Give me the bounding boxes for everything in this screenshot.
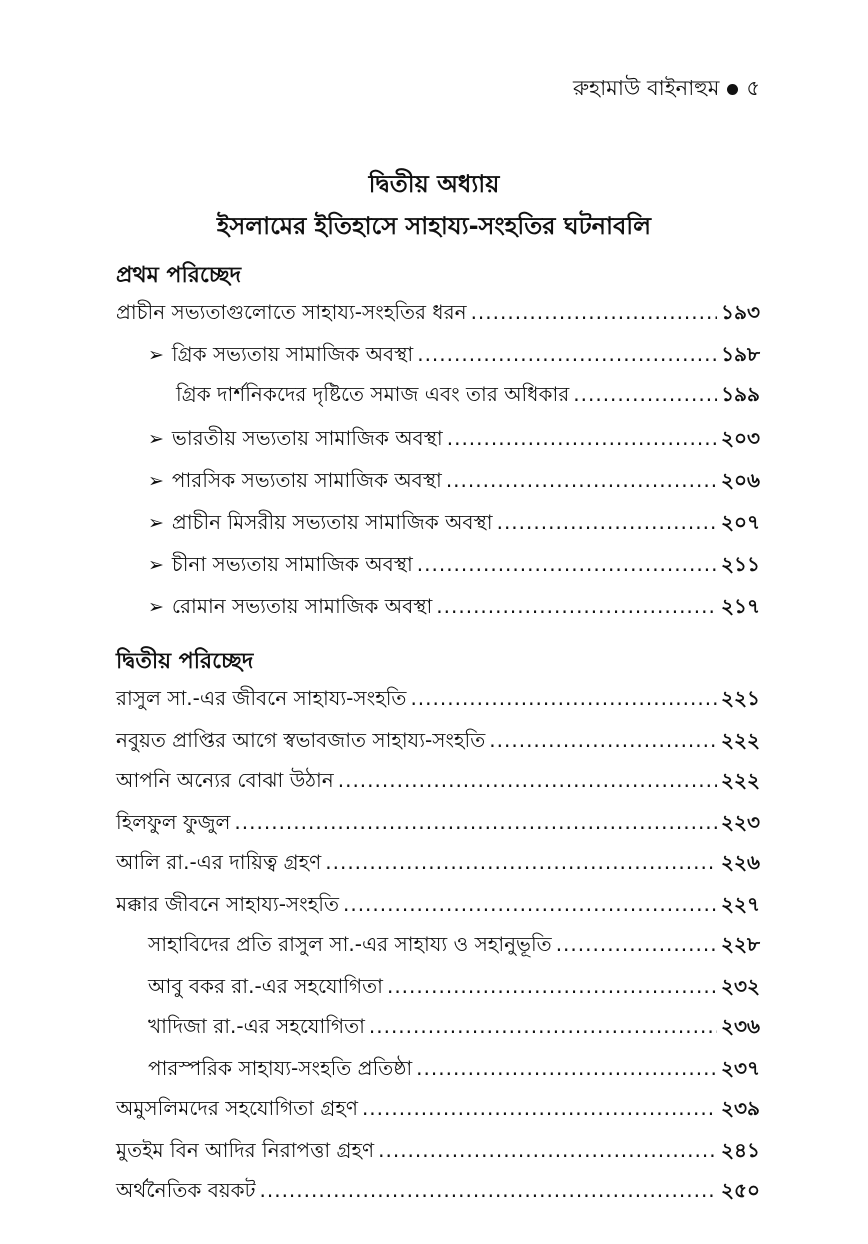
toc-entry-page: ২৩৭	[720, 1056, 760, 1080]
arrow-bullet-icon: ➢	[148, 470, 164, 492]
toc-entry-label: গ্রিক দার্শনিকদের দৃষ্টিতে সমাজ এবং তার অধিকার	[176, 382, 570, 406]
toc-entry-label: মক্কার জীবনে সাহায্য-সংহতি	[116, 892, 339, 916]
toc-entry-page: ২১৭	[721, 594, 760, 618]
toc-entry-label: অর্থনৈতিক বয়কট	[116, 1178, 256, 1202]
arrow-bullet-icon: ➢	[148, 554, 164, 576]
toc-entry-page: ২২৩	[720, 810, 760, 834]
toc-entry-page: ১৯৮	[721, 342, 760, 366]
toc-entry-label: পারস্পরিক সাহায্য-সংহতি প্রতিষ্ঠা	[148, 1056, 413, 1080]
toc-entry-page: ২২১	[721, 686, 760, 710]
toc-entry[interactable]	[148, 466, 760, 495]
toc-entry[interactable]	[116, 1136, 760, 1164]
toc-entry-label: চীনা সভ্যতায় সামাজিক অবস্থা	[171, 552, 413, 576]
toc-entry[interactable]	[148, 1012, 760, 1040]
dot-leader	[325, 848, 717, 876]
toc-entry[interactable]	[116, 1176, 760, 1204]
dot-leader	[343, 890, 717, 918]
toc-entry[interactable]	[148, 930, 760, 958]
arrow-bullet-icon: ➢	[148, 596, 164, 618]
toc-entry[interactable]	[148, 972, 760, 1000]
toc-entry[interactable]	[148, 592, 760, 621]
toc-entry[interactable]	[148, 340, 760, 369]
toc-entry-page: ২৫০	[721, 1178, 760, 1202]
arrow-bullet-icon: ➢	[148, 428, 164, 450]
toc-entry-label: নবুয়ত প্রাপ্তির আগে স্বভাবজাত সাহায্য-সংহতি	[116, 728, 486, 752]
dot-leader	[497, 508, 717, 536]
toc-entry-label: পারসিক সভ্যতায় সামাজিক অবস্থা	[171, 468, 442, 492]
toc-entry-page: ২২২	[720, 768, 760, 792]
toc-entry-page: ১৯৩	[721, 300, 760, 324]
section-heading-second: দ্বিতীয় পরিচ্ছেদ	[116, 649, 254, 674]
toc-entry[interactable]	[116, 684, 760, 712]
toc-entry-page: ২০৭	[720, 510, 760, 534]
dot-leader	[446, 466, 717, 494]
toc-entry[interactable]	[116, 890, 760, 918]
dot-leader	[260, 1176, 718, 1204]
toc-entry[interactable]	[116, 1094, 760, 1122]
toc-entry-label: রাসুল সা.-এর জীবনে সাহায্য-সংহতি	[116, 686, 407, 710]
toc-entry-label: খাদিজা রা.-এর সহযোগিতা	[148, 1014, 365, 1038]
toc-entry-label: গ্রিক সভ্যতায় সামাজিক অবস্থা	[171, 342, 414, 366]
toc-entry[interactable]	[176, 380, 760, 408]
toc-entry-page: ২৪১	[721, 1138, 760, 1162]
dot-leader	[573, 380, 717, 408]
toc-entry[interactable]	[116, 726, 760, 754]
running-head	[573, 72, 760, 107]
toc-entry-label: প্রাচীন সভ্যতাগুলোতে সাহায্য-সংহতির ধরন	[116, 300, 467, 324]
toc-entry-label: হিলফুল ফুজুল	[116, 810, 231, 834]
chapter-subtitle: ইসলামের ইতিহাসে সাহায্য-সংহতির ঘটনাবলি	[216, 212, 652, 240]
toc-entry-page: ২০৩	[720, 426, 760, 450]
toc-entry-page: ২০৬	[720, 468, 760, 492]
dot-leader	[471, 298, 717, 326]
dot-leader	[447, 424, 717, 452]
bullet-dot-icon	[727, 84, 738, 95]
toc-entry-label: আপনি অন্যের বোঝা উঠান	[116, 768, 334, 792]
toc-entry-label: ভারতীয় সভ্যতায় সামাজিক অবস্থা	[171, 426, 443, 450]
dot-leader	[338, 766, 717, 794]
toc-entry[interactable]	[116, 848, 760, 876]
toc-entry[interactable]	[148, 1054, 760, 1082]
page-number: ৫	[746, 76, 760, 100]
toc-entry[interactable]	[148, 424, 760, 453]
toc-entry[interactable]	[116, 808, 760, 836]
dot-leader	[234, 808, 717, 836]
toc-entry-label: আবু বকর রা.-এর সহযোগিতা	[148, 974, 383, 998]
dot-leader	[556, 930, 717, 958]
toc-entry-label: রোমান সভ্যতায় সামাজিক অবস্থা	[171, 594, 433, 618]
toc-entry-page: ২২৬	[720, 850, 760, 874]
section-heading-first: প্রথম পরিচ্ছেদ	[116, 263, 242, 288]
dot-leader	[489, 726, 717, 754]
toc-entry-page: ২২৮	[721, 932, 760, 956]
toc-entry[interactable]	[116, 298, 760, 326]
toc-entry-page: ২৩৬	[720, 1014, 760, 1038]
toc-entry-page: ২২২	[720, 728, 760, 752]
toc-entry-label: অমুসলিমদের সহযোগিতা গ্রহণ	[116, 1096, 358, 1120]
toc-entry-page: ১৯৯	[721, 382, 760, 406]
dot-leader	[362, 1094, 717, 1122]
toc-entry-label: প্রাচীন মিসরীয় সভ্যতায় সামাজিক অবস্থা	[171, 510, 493, 534]
arrow-bullet-icon: ➢	[148, 344, 164, 366]
dot-leader	[410, 684, 717, 712]
toc-entry-label: আলি রা.-এর দায়িত্ব গ্রহণ	[116, 850, 322, 874]
toc-entry-page: ২২৭	[720, 892, 760, 916]
running-head-title: রুহামাউ বাইনাহুম	[572, 76, 720, 100]
dot-leader	[417, 340, 717, 368]
dot-leader	[417, 550, 717, 578]
toc-entry-page: ২১১	[721, 552, 760, 576]
dot-leader	[416, 1054, 717, 1082]
arrow-bullet-icon: ➢	[148, 512, 164, 534]
dot-leader	[369, 1012, 717, 1040]
toc-entry-page: ২৩২	[720, 974, 760, 998]
dot-leader	[378, 1136, 717, 1164]
toc-entry[interactable]	[148, 550, 760, 579]
dot-leader	[436, 592, 717, 620]
toc-entry-page: ২৩৯	[721, 1096, 760, 1120]
toc-entry-label: মুতইম বিন আদির নিরাপত্তা গ্রহণ	[116, 1138, 375, 1162]
chapter-title: দ্বিতীয় অধ্যায়	[368, 170, 500, 198]
toc-entry[interactable]	[148, 508, 760, 537]
toc-entry-label: সাহাবিদের প্রতি রাসুল সা.-এর সাহায্য ও সহানুভূতি	[148, 932, 552, 956]
dot-leader	[387, 972, 717, 1000]
toc-entry[interactable]	[116, 766, 760, 794]
